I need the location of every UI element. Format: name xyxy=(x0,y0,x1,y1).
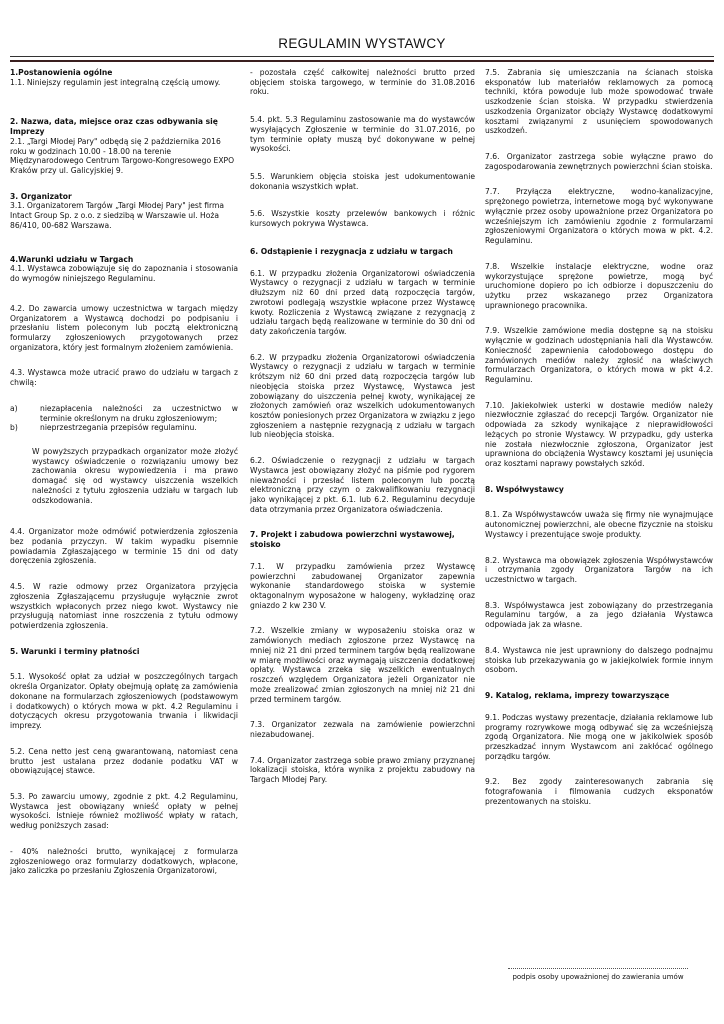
paragraph: 5.1. Wysokość opłat za udział w poszczególnych targach określa Organizator. Opłaty obejmują opłatę za zamówienia dokonane na formularzach zgłoszeniowych (podstawowym i dodatkowych) o których mowa w pkt. 4.2 Regulaminu i dotyczących okresu przygotowania trwania i likwidacji imprezy. xyxy=(10,672,238,731)
paragraph: 4.2. Do zawarcia umowy uczestnictwa w targach między Organizatorem a Wystawcą dochodzi po podpisaniu i przesłaniu listem poleconym lub pocztą elektroniczną formularzy zgłoszeniowych przygotowanych przez organizatora, który jest formalnym złożeniem zamówienia. xyxy=(10,303,238,352)
signature-line xyxy=(508,968,688,969)
paragraph: 6.1. W przypadku złożenia Organizatorowi oświadczenia Wystawcy o rezygnacji z udziału w targach w terminie dłuższym niż 60 dni przed datą rozpoczęcia targów, zwrotowi podlegają wszystkie wpłacone przez Wystawcę kwoty. Rozliczenia z Wystawcą związane z rezygnacją z udziału targach będą realizowane w terminie do 30 dni od daty zakończenia targów. xyxy=(250,268,475,336)
section-heading: 2. Nazwa, data, miejsce oraz czas odbywania się Imprezy xyxy=(10,117,218,137)
paragraph: 7.10. Jakiekolwiek usterki w dostawie mediów należy niezwłocznie zgłaszać do recepcji Targów. Organizator nie odpowiada za szkody wynikające z nieprawidłowości leżących po stronie Wystawcy. W przypadku, gdy usterka nie została niezwłocznie zgłoszona, Organizator jest uprawniona do obciążenia Wystawcy kosztami jej usunięcia oraz kosztami naprawy powstałych szkód. xyxy=(485,400,713,468)
paragraph: 6.2. Oświadczenie o rezygnacji z udziału w targach Wystawca jest obowiązany złożyć na piśmie pod rygorem nieważności i przesłać listem poleconym lub pocztą elektroniczną przy czym o zakwalifikowaniu rezygnacji jako wynikającej z pkt. 6.1. lub 6.2. Regulaminu decyduje data otrzymania przez Organizatora oświadczenia. xyxy=(250,456,475,514)
paragraph: 5.5. Warunkiem objęcia stoiska jest udokumentowanie dokonania wszystkich wpłat. xyxy=(250,172,475,191)
paragraph: 4.4. Organizator może odmówić potwierdzenia zgłoszenia bez podania przyczyn. W takim wypadku pisemnie powiadamia Zgłaszającego w terminie 15 dni od daty doręczenia zgłoszenia. xyxy=(10,527,238,566)
section-heading: 7. Projekt i zabudowa powierzchni wystawowej, stoisko xyxy=(250,530,455,550)
section-heading: 8. Współwystawcy xyxy=(485,484,564,494)
paragraph: 4.5. W razie odmowy przez Organizatora przyjęcia zgłoszenia Zgłaszającemu przysługuje wyłącznie zwrot wszystkich wpłaconych przez niego kwot. Wystawcy nie przysługują natomiast inne roszczenia z tytułu odmowy potwierdzenia zgłoszenia. xyxy=(10,582,238,631)
paragraph: 8.1. Za Współwystawców uważa się firmy nie wynajmujące autonomicznej powierzchni, ale obecne fizycznie na stoisku Wystawcy i prezentujące swoje produkty. xyxy=(485,510,713,539)
paragraph: 5.6. Wszystkie koszty przelewów bankowych i różnic kursowych pokrywa Wystawca. xyxy=(250,209,475,229)
paragraph: - pozostała część całkowitej należności brutto przed objęciem stoiska targowego, w terminie do 31.08.2016 roku. xyxy=(250,68,475,97)
paragraph: 7.7. Przyłącza elektryczne, wodno-kanalizacyjne, sprężonego powietrza, internetowe mogą być wykonywane wyłącznie przez osoby upoważnione przez Organizatora po wcześniejszym ich zamówieniu zgodnie z formularzami zgłoszeniowymi Organizatora o których mowa w pkt. 4.2. Regulaminu. xyxy=(485,187,713,246)
paragraph: W powyższych przypadkach organizator może złożyć wystawcy oświadczenie o rozwiązaniu umowy bez zachowania okresu wypowiedzenia i ma prawo domagać się od wystawcy uiszczenia wszelkich należności z tytułu zgłoszenia udziału w targach lub odszkodowania. xyxy=(32,446,238,505)
title-divider-thick xyxy=(10,60,714,62)
paragraph: 7.6. Organizator zastrzega sobie wyłączne prawo do zagospodarowania zewnętrznych powierzchni ścian stoiska. xyxy=(485,152,713,171)
paragraph: 7.4. Organizator zastrzega sobie prawo zmiany przyznanej lokalizacji stoiska, która wynika z projektu zabudowy na Targach Młodej Pary. xyxy=(250,755,475,785)
paragraph: 6.2. W przypadku złożenia Organizatorowi oświadczenia Wystawcy o rezygnacji z udziału w targach w terminie krótszym niż 60 dni przed datą rozpoczęcia targów lub nieobjęcia stoiska przez Wystawcę, Wystawca jest zobowiązany do uiszczenia pełnej kwoty, wynikającej ze złożonych zamówień oraz wszelkich udokumentowanych kosztów poniesionych przez Organizatora w związku z jego zgłoszeniem a następnie rezygnacją z udziału w targach lub nieobjęcia stoiska. xyxy=(250,352,475,440)
column-right xyxy=(485,68,713,819)
list-item: niezapłacenia należności za uczestnictwo w terminie określonym na druku zgłoszeniowym; xyxy=(40,403,238,423)
signature-block xyxy=(508,968,688,981)
paragraph: 8.2. Wystawca ma obowiązek zgłoszenia Współwystawców i otrzymania zgody Organizatora Targów na ich uczestnictwo w targach. xyxy=(485,555,713,585)
section-heading: 9. Katalog, reklama, imprezy towarzyszące xyxy=(485,691,670,701)
section-heading: 4.Warunki udziału w Targach xyxy=(10,254,134,264)
paragraph: 7.1. W przypadku zamówienia przez Wystawcę powierzchni zabudowanej Organizator zapewnia wykonanie standardowego stoiska w systemie oktagonalnym wyposażone w halogeny, wykładzinę oraz gniazdo 2 kw 230 V. xyxy=(250,561,475,610)
paragraph: 8.3. Współwystawca jest zobowiązany do przestrzegania Regulaminu targów, a za jego działania Wystawca odpowiada jak za własne. xyxy=(485,600,713,630)
section-heading: 1.Postanowienia ogólne xyxy=(10,68,113,77)
paragraph: 5.4. pkt. 5.3 Regulaminu zastosowanie ma do wystawców wysyłających Zgłoszenie w terminie do 31.07.2016, po tym terminie opłaty muszą być dokonywane w pełnej wysokości. xyxy=(250,115,475,154)
section-heading: 6. Odstąpienie i rezygnacja z udziału w targach xyxy=(250,246,453,256)
document-title: REGULAMIN WYSTAWCY xyxy=(278,36,446,51)
column-left xyxy=(10,68,238,888)
list-marker: a) xyxy=(10,403,18,413)
paragraph: 9.1. Podczas wystawy prezentacje, działania reklamowe lub programy rozrywkowe mogą odbywać się za wcześniejszą zgodą Organizatora. Nie mogą one w jakikolwiek sposób przeszkadzać innym Wystawcom ani zakłócać ogólnego porządku targów. xyxy=(485,712,713,761)
paragraph: 7.9. Wszelkie zamówione media dostępne są na stoisku wyłącznie w godzinach udostępniania hali dla Wystawców. Konieczność zapewnienia całodobowego dostępu do zamówionych mediów należy zgłosić na właściwych formularzach Organizatora, o których mowa w pkt 4.2. Regulaminu. xyxy=(485,326,713,384)
paragraph: 4.1. Wystawca zobowiązuje się do zapoznania i stosowania do wymogów niniejszego Regulaminu. xyxy=(10,264,238,284)
signature-caption: podpis osoby upoważnionej do zawierania umów xyxy=(512,973,684,981)
paragraph: 8.4. Wystawca nie jest uprawniony do dalszego podnajmu stoiska lub przekazywania go w jakiejkolwiek formie innym osobom. xyxy=(485,645,713,675)
section-heading: 3. Organizator xyxy=(10,191,72,201)
paragraph: 7.5. Zabrania się umieszczania na ścianach stoiska eksponatów lub materiałów reklamowych za pomocą techniki, która powoduje lub może spowodować trwałe uszkodzenie ścian stoiska. W przypadku stwierdzenia uszkodzenia Organizator obciąży Wystawcę dodatkowymi kosztami związanymi z usunięciem spowodowanych uszkodzeń. xyxy=(485,68,713,136)
paragraph: 7.2. Wszelkie zmiany w wyposażeniu stoiska oraz w zamówionych mediach zgłoszone przez Wystawcę na mniej niż 21 dni przed terminem targów będą realizowane w miarę możliwości oraz wymagają uiszczenia dodatkowej opłaty. Wystawca zrzeka się wszelkich ewentualnych roszczeń względem Organizatora jeżeli Organizator nie może zrealizować zmian zgłoszonych na mniej niż 21 dni przed terminem targów. xyxy=(250,626,475,704)
paragraph: 7.3. Organizator zezwala na zamówienie powierzchni niezabudowanej. xyxy=(250,720,475,739)
list-marker: b) xyxy=(10,423,18,433)
title-divider xyxy=(10,56,714,57)
paragraph: 3.1. Organizatorem Targów „Targi Młodej Pary" jest firma Intact Group Sp. z o.o. z siedzibą w Warszawie ul. Hoża 86/410, 00-682 Warszawa. xyxy=(10,201,225,230)
paragraph: 9.2. Bez zgody zainteresowanych zabrania się fotografowania i filmowania cudzych eksponatów prezentowanych na stoisku. xyxy=(485,777,713,806)
section-heading: 5. Warunki i terminy płatności xyxy=(10,646,140,656)
paragraph: 4.3. Wystawca może utracić prawo do udziału w targach z chwilą: xyxy=(10,368,238,388)
paragraph: 5.2. Cena netto jest ceną gwarantowaną, natomiast cena brutto jest ustalana przez dodanie podatku VAT w obowiązującej stawce. xyxy=(10,746,238,776)
paragraph: 1.1. Niniejszy regulamin jest integralną częścią umowy. xyxy=(10,77,221,87)
paragraph: - 40% należności brutto, wynikającej z formularza zgłoszeniowego oraz formularzy dodatkowych, wpłacone, jako zaliczka po przesłaniu Zgłoszenia Organizatorowi, xyxy=(10,846,238,876)
list-item: nieprzestrzegania przepisów regulaminu. xyxy=(40,423,197,433)
paragraph: 7.8. Wszelkie instalacje elektryczne, wodne oraz wykorzystujące sprężone powietrze, mogą być uruchomione dopiero po ich odbiorze i dopuszczeniu do użytku przez wskazanego przez Organizatora uprawnionego pracownika. xyxy=(485,261,713,310)
paragraph: 2.1. „Targi Młodej Pary" odbędą się 2 października 2016 roku w godzinach 10.00 - 18.00 na terenie Międzynarodowego Centrum Targowo-Kongresowego EXPO Kraków przy ul. Galicyjskiej 9. xyxy=(10,136,235,176)
paragraph: 5.3. Po zawarciu umowy, zgodnie z pkt. 4.2 Regulaminu, Wystawca jest obowiązany wnieść opłaty w pełnej wysokości. Istnieje również możliwość wpłaty w ratach, według poniższych zasad: xyxy=(10,791,238,831)
list xyxy=(10,404,238,433)
column-middle xyxy=(250,68,475,797)
